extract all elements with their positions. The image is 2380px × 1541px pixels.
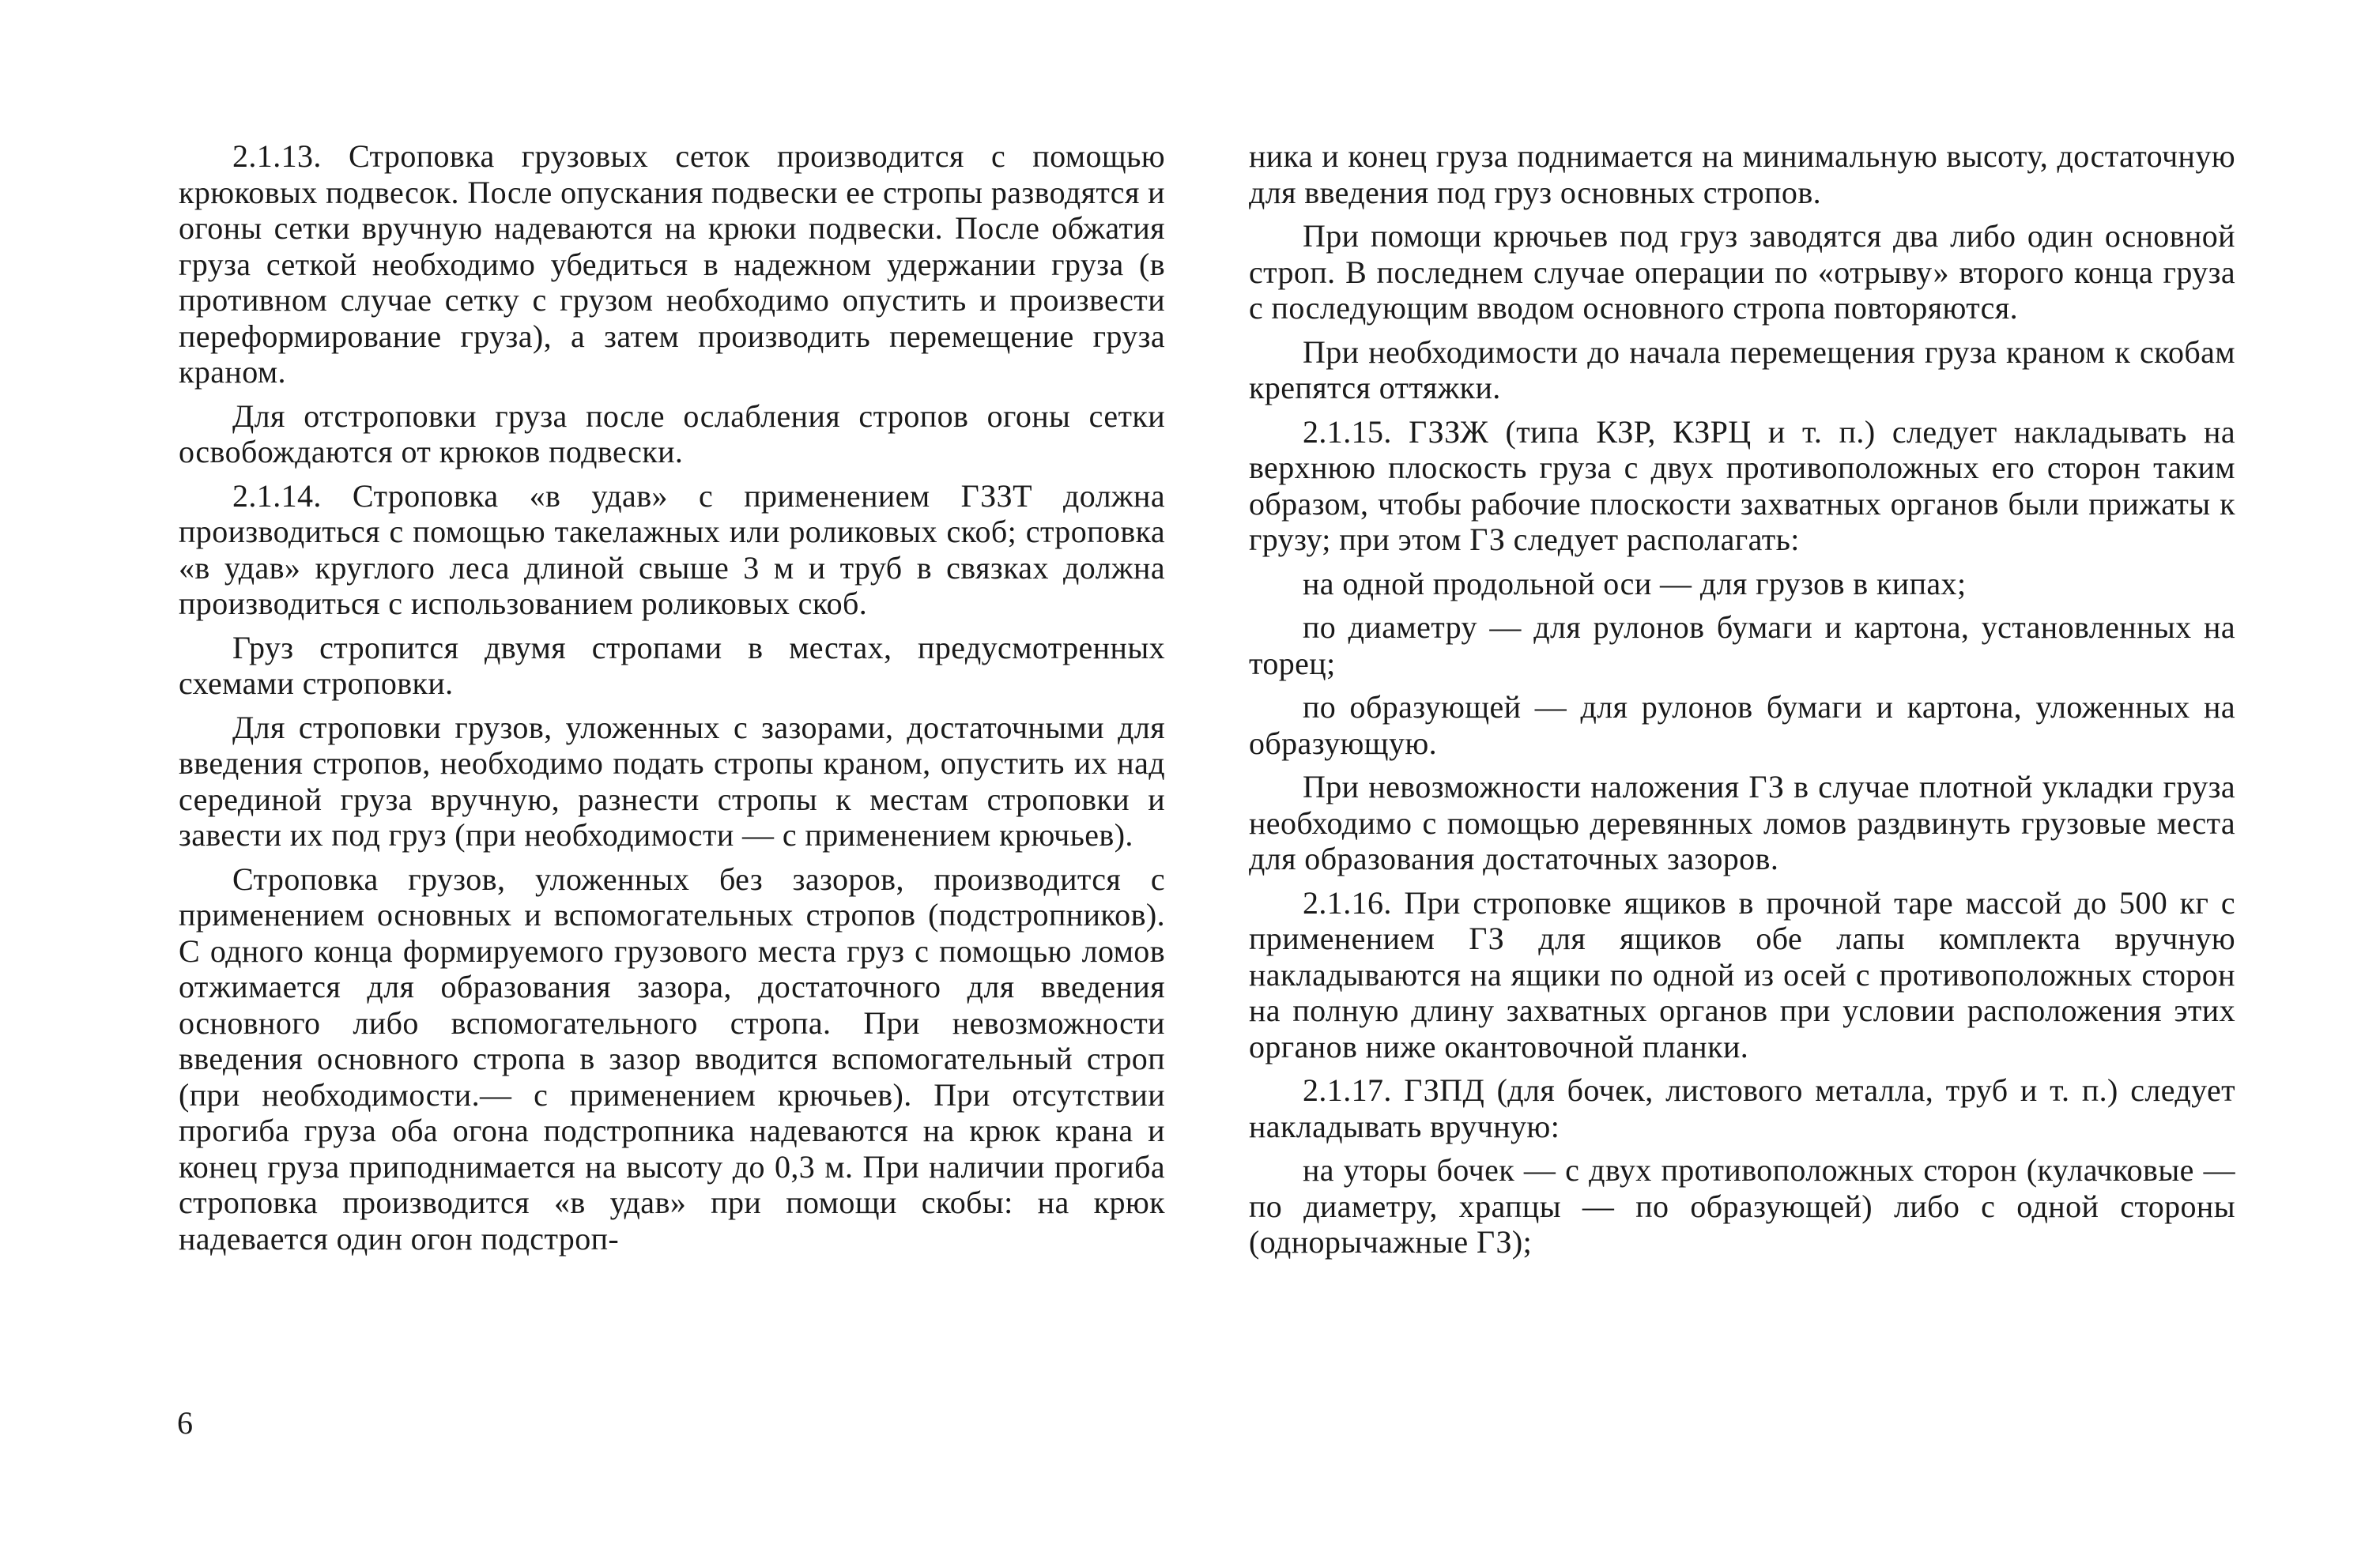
paragraph-hooks: При помощи крючьев под груз заводятся два либо один основной строп. В последнем случае операции по «отрыву» второго конца груза с последующим вводом основного стропа повторяются. bbox=[1249, 218, 2235, 326]
paragraph-gapless-loads: Строповка грузов, уложенных без зазоров, производится с применением основных и вспомогательных стропов (подстропников). С одного конца формируемого грузового места груз с помощью ломов отжимается для образования зазора, достаточного для введения основного либо вспомогательного стропа. При невозможности введения основного стропа в зазор вводится вспомогательный строп (при необходимости.— с применением крючьев). При отсутствии прогиба груза оба огона подстропника надеваются на крюк крана и конец груза приподнимается на высоту до 0,3 м. При наличии прогиба строповка производится «в удав» при помощи скобы: на крюк надевается один огон подстроп- bbox=[179, 861, 1165, 1257]
paragraph-gapped-loads: Для строповки грузов, уложенных с зазорами, достаточными для введения стропов, необходимо подать стропы краном, опустить их над серединой груза вручную, разнести стропы к местам строповки и завести их под груз (при необходимости — с применением крючьев). bbox=[179, 709, 1165, 853]
list-item-rolls-end: по диаметру — для рулонов бумаги и картона, установленных на торец; bbox=[1249, 609, 2235, 681]
paragraph-unslinging: Для отстроповки груза после ослабления стропов огоны сетки освобождаются от крюков подвески. bbox=[179, 397, 1165, 469]
paragraph-2-1-13: 2.1.13. Строповка грузовых сеток производится с помощью крюковых подвесок. После опускания подвески ее стропы разводятся и огоны сетки вручную надеваются на крюки подвески. После обжатия груза сеткой необходимо убедиться в надежном удержании груза (в противном случае сетку с грузом необходимо опустить и произвести переформирование груза), а затем производить перемещение груза краном. bbox=[179, 138, 1165, 390]
paragraph-continuation: ника и конец груза поднимается на минимальную высоту, достаточную для введения под груз основных стропов. bbox=[1249, 138, 2235, 210]
list-item-bales: на одной продольной оси — для грузов в кипах; bbox=[1303, 565, 1967, 601]
paragraph-2-1-16: 2.1.16. При строповке ящиков в прочной таре массой до 500 кг с применением ГЗ для ящиков обе лапы комплекта вручную накладываются на ящики по одной из осей с противоположных сторон на полную длину захватных органов при условии расположения этих органов ниже окантовочной планки. bbox=[1249, 884, 2235, 1064]
paragraph-2-1-15: 2.1.15. ГЗЗЖ (типа КЗР, КЗРЦ и т. п.) следует накладывать на верхнюю плоскость груза с двух противоположных его сторон таким образом, чтобы рабочие плоскости захватных органов были прижаты к грузу; при этом ГЗ следует располагать: bbox=[1249, 413, 2235, 557]
left-column bbox=[179, 138, 1165, 1264]
paragraph-2-1-17: 2.1.17. ГЗПД (для бочек, листового металла, труб и т. п.) следует накладывать вручную: bbox=[1249, 1072, 2235, 1144]
paragraph-two-slings: Груз стропится двумя стропами в местах, предусмотренных схемами строповки. bbox=[179, 629, 1165, 701]
list-item-barrels: на уторы бочек — с двух противоположных сторон (кулачковые — по диаметру, храпцы — по образующей) либо с одной стороны (однорычажные ГЗ); bbox=[1249, 1152, 2235, 1260]
list-item-rolls-side: по образующей — для рулонов бумаги и картона, уложенных на образующую. bbox=[1249, 689, 2235, 761]
page-number: 6 bbox=[177, 1405, 193, 1441]
paragraph-tight-stacking: При невозможности наложения ГЗ в случае плотной укладки груза необходимо с помощью деревянных ломов раздвинуть грузовые места для образования достаточных зазоров. bbox=[1249, 769, 2235, 876]
right-column bbox=[1249, 138, 2235, 1268]
paragraph-guy-ropes: При необходимости до начала перемещения груза краном к скобам крепятся оттяжки. bbox=[1249, 333, 2235, 405]
paragraph-2-1-14: 2.1.14. Строповка «в удав» с применением ГЗЗТ должна производиться с помощью такелажных или роликовых скоб; строповка «в удав» круглого леса длиной свыше 3 м и труб в связках должна производиться с использованием роликовых скоб. bbox=[179, 477, 1165, 621]
